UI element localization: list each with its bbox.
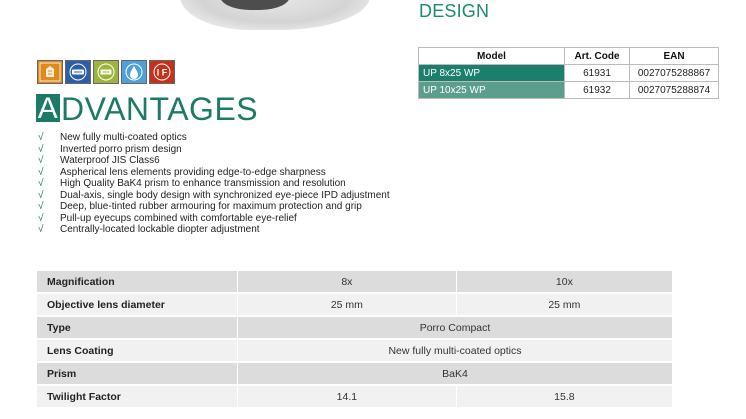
check-icon: √ — [38, 178, 44, 189]
individual-focus-icon — [149, 60, 175, 84]
product-image — [180, 0, 370, 30]
spec-label: Magnification — [37, 271, 238, 293]
spec-value-shared: BaK4 — [238, 362, 673, 385]
advantages-heading-initial: A — [37, 92, 59, 125]
advantages-heading — [36, 92, 258, 126]
bak4-prism-icon — [93, 60, 119, 84]
table-row — [419, 65, 719, 82]
check-icon: √ — [38, 212, 44, 224]
check-icon: √ — [38, 155, 44, 166]
spec-value-10x25: 15.8 — [456, 385, 672, 408]
art-code: 61932 — [565, 82, 630, 99]
list-item — [38, 190, 390, 202]
table-row — [37, 362, 672, 385]
check-icon: √ — [38, 166, 44, 178]
header-model: Model — [419, 48, 565, 65]
model-name: UP 10x25 WP — [419, 82, 565, 99]
list-item-text: Inverted porro prism design — [60, 143, 182, 155]
spec-label: Twilight Factor — [37, 385, 238, 408]
ean-code: 0027075288874 — [630, 82, 719, 99]
spec-label: Type — [37, 316, 238, 339]
spec-label: Lens Coating — [37, 339, 238, 362]
feature-badges — [37, 60, 175, 84]
spec-value-shared: New fully multi-coated optics — [238, 339, 673, 362]
waterproof-icon — [121, 60, 147, 84]
table-row — [37, 293, 672, 316]
product-image-shadow — [220, 0, 290, 10]
spec-value-shared: Porro Compact — [238, 316, 673, 339]
table-row — [419, 82, 719, 99]
model-table — [418, 47, 719, 99]
art-code: 61931 — [565, 65, 630, 82]
advantages-list — [38, 132, 390, 236]
list-item-text: Pull-up eyecups combined with comfortable eye-relief — [60, 212, 297, 224]
list-item-text: Deep, blue-tinted rubber armouring for maximum protection and grip — [60, 201, 362, 212]
list-item — [38, 132, 390, 144]
spec-value-8x25: 14.1 — [238, 385, 457, 408]
individual-focus-label: I F — [156, 67, 168, 78]
fully-multi-coated-icon — [37, 60, 63, 84]
list-item-text: High Quality BaK4 prism to enhance transmission and resolution — [60, 178, 346, 189]
specifications-table — [37, 271, 672, 409]
spec-value-8x25: 25 mm — [238, 293, 457, 316]
list-item — [38, 155, 390, 167]
table-row — [37, 316, 672, 339]
spec-value-10x25: 25 mm — [456, 293, 672, 316]
list-item — [38, 178, 390, 190]
jis-waterproof-icon — [65, 60, 91, 84]
header-art-code: Art. Code — [565, 48, 630, 65]
list-item — [38, 201, 390, 213]
model-name: UP 8x25 WP — [419, 65, 565, 82]
list-item — [38, 144, 390, 156]
list-item — [38, 213, 390, 225]
model-table-header — [419, 48, 719, 65]
spec-value-8x25: 8x — [238, 271, 457, 293]
check-icon: √ — [38, 132, 44, 143]
advantages-heading-rest: DVANTAGES — [61, 91, 259, 127]
list-item-text: New fully multi-coated optics — [60, 132, 187, 143]
list-item-text: Dual-axis, single body design with synchronized eye-piece IPD adjustment — [60, 189, 390, 201]
list-item-text: Aspherical lens elements providing edge-to-edge sharpness — [60, 166, 326, 178]
spec-label: Objective lens diameter — [37, 293, 238, 316]
spec-value-10x25: 10x — [456, 271, 672, 293]
list-item — [38, 167, 390, 179]
ean-code: 0027075288867 — [630, 65, 719, 82]
list-item — [38, 224, 390, 236]
table-row — [37, 339, 672, 362]
list-item-text: Waterproof JIS Class6 — [60, 155, 160, 166]
section-title: DESIGN — [419, 1, 490, 21]
list-item-text: Centrally-located lockable diopter adjustment — [60, 224, 260, 235]
spec-label: Prism — [37, 362, 238, 385]
check-icon: √ — [38, 189, 44, 201]
table-row — [37, 385, 672, 408]
check-icon: √ — [38, 143, 44, 155]
check-icon: √ — [38, 201, 44, 212]
table-row — [37, 271, 672, 293]
header-ean: EAN — [630, 48, 719, 65]
check-icon: √ — [38, 224, 44, 235]
